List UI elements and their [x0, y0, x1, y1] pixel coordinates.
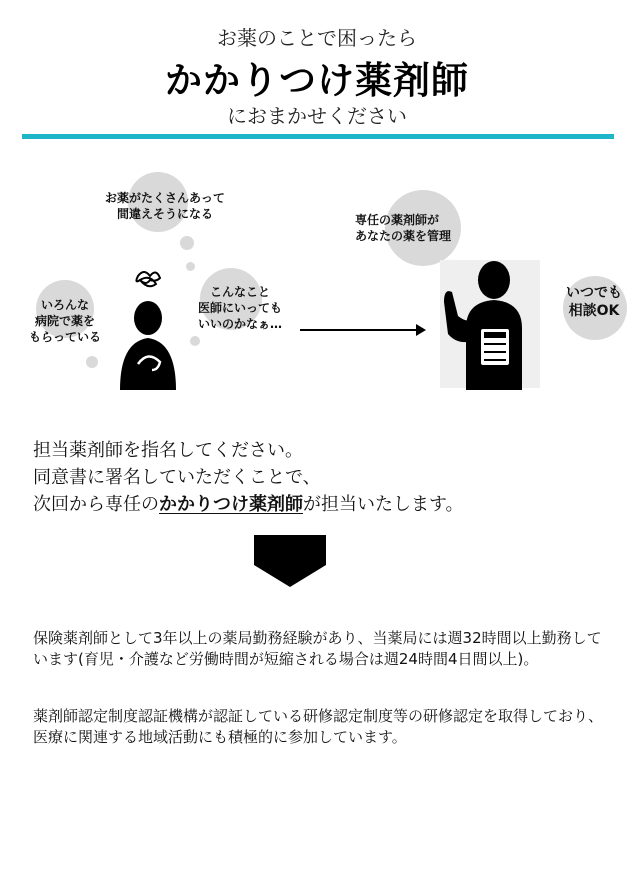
header-subtitle-top: お薬のことで困ったら: [217, 26, 417, 50]
thought-text-pharmacist: 専任の薬剤師が あなたの薬を管理: [355, 213, 452, 243]
down-arrow-head: [254, 565, 326, 587]
instruction-line-3: [33, 491, 464, 518]
confused-person-icon: [110, 268, 190, 390]
flow-arrow-line: [300, 329, 418, 331]
thought-text-doctor: こんなこと 医師にいっても いいのかなぁ…: [197, 285, 282, 331]
instruction-text: [33, 437, 464, 518]
instruction-emphasis: かかりつけ薬剤師: [159, 494, 303, 515]
header-subtitle-bottom: におまかせください: [227, 104, 407, 128]
instruction-line-1: 担当薬剤師を指名してください。: [33, 440, 303, 461]
accent-divider: [22, 134, 614, 139]
instruction-line-3-end: が担当いたします。: [303, 494, 464, 515]
instruction-line-3-start: 次回から専任の: [33, 494, 159, 515]
thought-dot: [190, 336, 200, 346]
thought-dot: [86, 356, 98, 368]
thought-dot-large: [180, 236, 194, 250]
page-title: かかりつけ薬剤師: [165, 59, 469, 102]
down-arrow-icon: [254, 535, 326, 565]
thought-text-confusing: お薬がたくさんあって 間違えそうになる: [105, 191, 225, 221]
thought-text-anytime: いつでも 相談OK: [566, 285, 622, 319]
thought-text-hospitals: いろんな 病院で薬を もらっている: [28, 298, 101, 344]
instruction-line-2: 同意書に署名していただくことで、: [33, 467, 321, 488]
requirement-note-2: 薬剤師認定制度認証機構が認証している研修認定制度等の研修認定を取得しており、医療に関連する地域活動にも積極的に参加しています。: [33, 707, 604, 746]
illustration: [0, 150, 634, 410]
pharmacist-icon: [440, 258, 544, 390]
flow-arrow-head: [416, 324, 426, 336]
requirement-note-1: 保険薬剤師として3年以上の薬局勤務経験があり、当薬局には週32時間以上勤務しています(育児・介護など労働時間が短縮される場合は週24時間4日間以上)。: [33, 629, 602, 668]
